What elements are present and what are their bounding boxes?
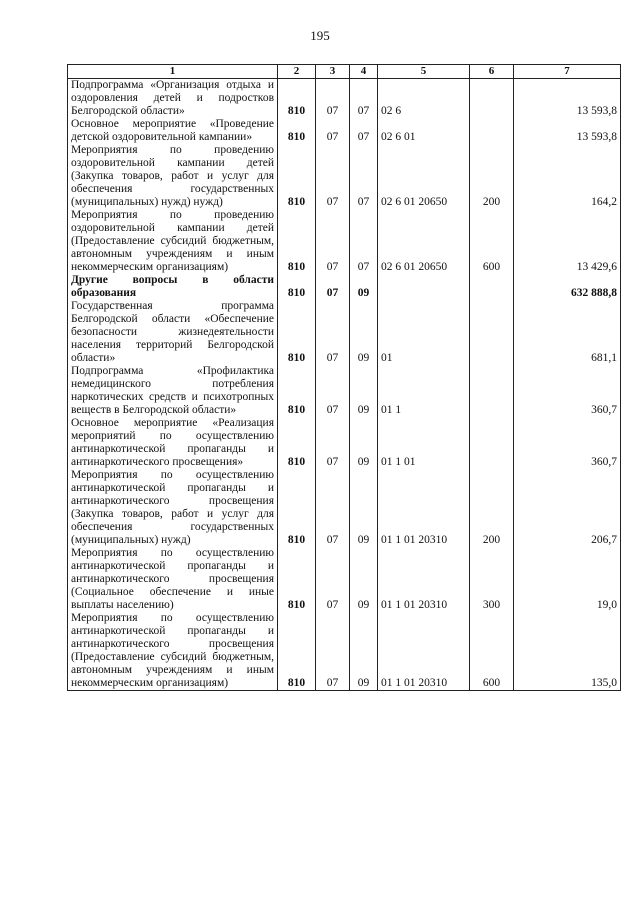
ministry-code-cell: 810 [278, 79, 316, 119]
target-article-cell: 01 1 [378, 365, 470, 417]
table-header-row [68, 65, 621, 79]
ministry-code-cell: 810 [278, 417, 316, 469]
section-code-cell: 07 [316, 79, 350, 119]
expense-type-cell [470, 417, 514, 469]
section-code-cell: 07 [316, 274, 350, 300]
table-row [68, 300, 621, 365]
row-name-cell: Подпрограмма «Организация отдыха и оздоровления детей и подростков Белгородской области» [68, 79, 278, 119]
amount-cell: 19,0 [514, 547, 621, 612]
target-article-cell: 01 [378, 300, 470, 365]
subsection-code-cell: 07 [350, 118, 378, 144]
column-header: 3 [316, 65, 350, 79]
subsection-code-cell: 09 [350, 417, 378, 469]
table-row [68, 144, 621, 209]
subsection-code-cell: 09 [350, 274, 378, 300]
ministry-code-cell: 810 [278, 209, 316, 274]
table-row [68, 417, 621, 469]
section-code-cell: 07 [316, 547, 350, 612]
row-name-cell: Мероприятия по проведению оздоровительной кампании детей (Предоставление субсидий бюджетным, автономным учреждениям и иным некоммерческим организациям) [68, 209, 278, 274]
row-name-cell: Основное мероприятие «Реализация мероприятий по осуществлению антинаркотической пропаганды и антинаркотического просвещения» [68, 417, 278, 469]
section-code-cell: 07 [316, 469, 350, 547]
amount-cell: 206,7 [514, 469, 621, 547]
expense-type-cell: 600 [470, 209, 514, 274]
target-article-cell: 02 6 01 [378, 118, 470, 144]
ministry-code-cell: 810 [278, 365, 316, 417]
row-name-cell: Мероприятия по осуществлению антинаркотической пропаганды и антинаркотического просвещения (Закупка товаров, работ и услуг для обеспечения государственных (муниципальных) нужд) [68, 469, 278, 547]
table-row [68, 274, 621, 300]
target-article-cell: 01 1 01 [378, 417, 470, 469]
amount-cell: 681,1 [514, 300, 621, 365]
target-article-cell: 01 1 01 20310 [378, 547, 470, 612]
subsection-code-cell: 09 [350, 469, 378, 547]
table-row [68, 547, 621, 612]
ministry-code-cell: 810 [278, 118, 316, 144]
target-article-cell [378, 274, 470, 300]
row-name-cell: Мероприятия по осуществлению антинаркотической пропаганды и антинаркотического просвещения (Предоставление субсидий бюджетным, автономным учреждениям и иным некоммерческим организациям) [68, 612, 278, 691]
expense-type-cell [470, 118, 514, 144]
column-header: 4 [350, 65, 378, 79]
ministry-code-cell: 810 [278, 612, 316, 691]
section-code-cell: 07 [316, 300, 350, 365]
section-code-cell: 07 [316, 612, 350, 691]
target-article-cell: 02 6 01 20650 [378, 144, 470, 209]
amount-cell: 360,7 [514, 417, 621, 469]
table-row [68, 118, 621, 144]
row-name-cell: Другие вопросы в области образования [68, 274, 278, 300]
ministry-code-cell: 810 [278, 274, 316, 300]
amount-cell: 360,7 [514, 365, 621, 417]
subsection-code-cell: 07 [350, 209, 378, 274]
subsection-code-cell: 09 [350, 300, 378, 365]
column-header: 7 [514, 65, 621, 79]
table-row [68, 612, 621, 691]
target-article-cell: 01 1 01 20310 [378, 469, 470, 547]
row-name-cell: Государственная программа Белгородской области «Обеспечение безопасности жизнедеятельности населения территорий Белгородской области» [68, 300, 278, 365]
expense-type-cell: 200 [470, 469, 514, 547]
table-row [68, 209, 621, 274]
amount-cell: 13 429,6 [514, 209, 621, 274]
ministry-code-cell: 810 [278, 547, 316, 612]
section-code-cell: 07 [316, 118, 350, 144]
expense-type-cell [470, 300, 514, 365]
ministry-code-cell: 810 [278, 469, 316, 547]
expense-type-cell: 600 [470, 612, 514, 691]
amount-cell: 13 593,8 [514, 118, 621, 144]
section-code-cell: 07 [316, 209, 350, 274]
expense-type-cell: 200 [470, 144, 514, 209]
ministry-code-cell: 810 [278, 144, 316, 209]
column-header: 1 [68, 65, 278, 79]
target-article-cell: 02 6 [378, 79, 470, 119]
expense-type-cell [470, 365, 514, 417]
column-header: 2 [278, 65, 316, 79]
subsection-code-cell: 09 [350, 547, 378, 612]
amount-cell: 135,0 [514, 612, 621, 691]
column-header: 5 [378, 65, 470, 79]
target-article-cell: 01 1 01 20310 [378, 612, 470, 691]
subsection-code-cell: 09 [350, 365, 378, 417]
amount-cell: 632 888,8 [514, 274, 621, 300]
amount-cell: 164,2 [514, 144, 621, 209]
amount-cell: 13 593,8 [514, 79, 621, 119]
row-name-cell: Мероприятия по проведению оздоровительной кампании детей (Закупка товаров, работ и услуг для обеспечения государственных (муниципальных) нужд) нужд) [68, 144, 278, 209]
expense-type-cell: 300 [470, 547, 514, 612]
section-code-cell: 07 [316, 365, 350, 417]
row-name-cell: Подпрограмма «Профилактика немедицинского потребления наркотических средств и психотропных веществ в Белгородской области» [68, 365, 278, 417]
section-code-cell: 07 [316, 144, 350, 209]
subsection-code-cell: 07 [350, 79, 378, 119]
expense-type-cell [470, 79, 514, 119]
subsection-code-cell: 07 [350, 144, 378, 209]
table-row [68, 365, 621, 417]
expense-type-cell [470, 274, 514, 300]
budget-table [67, 64, 621, 691]
ministry-code-cell: 810 [278, 300, 316, 365]
table-row [68, 469, 621, 547]
target-article-cell: 02 6 01 20650 [378, 209, 470, 274]
subsection-code-cell: 09 [350, 612, 378, 691]
section-code-cell: 07 [316, 417, 350, 469]
row-name-cell: Основное мероприятие «Проведение детской оздоровительной кампании» [68, 118, 278, 144]
table-row [68, 79, 621, 119]
page-number: 195 [310, 28, 330, 43]
row-name-cell: Мероприятия по осуществлению антинаркотической пропаганды и антинаркотического просвещения (Социальное обеспечение и иные выплаты населению) [68, 547, 278, 612]
column-header: 6 [470, 65, 514, 79]
